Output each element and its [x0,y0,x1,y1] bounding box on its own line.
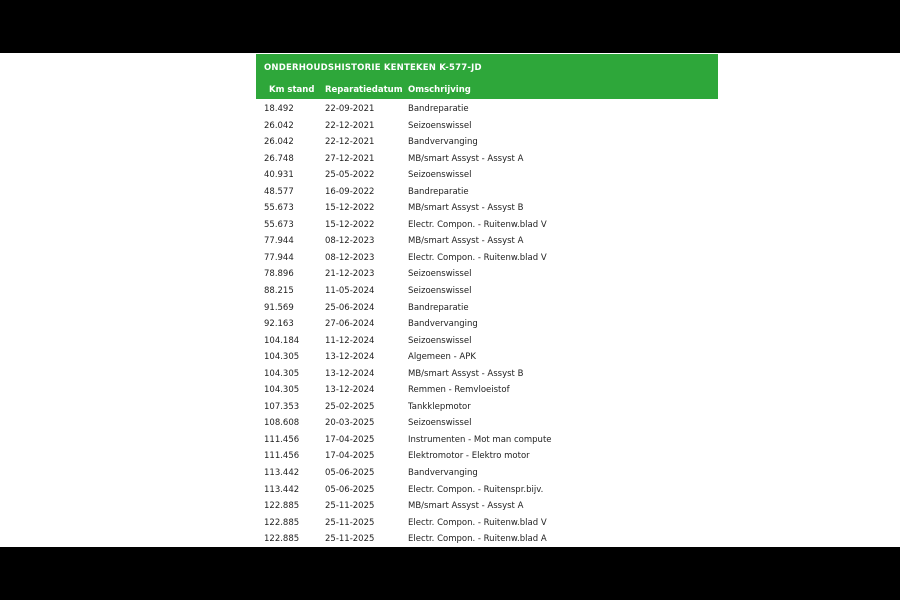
km-cell: 113.442 [264,484,300,495]
km-cell: 78.896 [264,269,294,280]
table-row [256,167,718,184]
table-header [256,54,718,99]
date-cell: 25-05-2022 [325,170,375,181]
table-row [256,266,718,283]
km-cell: 104.305 [264,352,300,363]
description-cell: Tankklepmotor [408,401,471,412]
table-row [256,432,718,449]
table-row [256,366,718,383]
table-row [256,498,718,515]
table-row [256,101,718,118]
date-cell: 25-11-2025 [325,501,375,512]
date-cell: 25-11-2025 [325,517,375,528]
km-cell: 104.305 [264,385,300,396]
date-cell: 17-04-2025 [325,434,375,445]
description-cell: Electr. Compon. - Ruitenspr.bijv. [408,484,544,495]
table-title: ONDERHOUDSHISTORIE KENTEKEN K-577-JD [264,63,482,73]
km-cell: 104.305 [264,368,300,379]
table-row [256,448,718,465]
date-cell: 15-12-2022 [325,219,375,230]
description-cell: Seizoenswissel [408,286,472,297]
km-cell: 113.442 [264,468,300,479]
table-row [256,151,718,168]
date-cell: 13-12-2024 [325,352,375,363]
page-content [0,53,900,547]
description-cell: Bandreparatie [408,186,469,197]
date-cell: 11-05-2024 [325,286,375,297]
km-cell: 122.885 [264,501,300,512]
description-cell: Seizoenswissel [408,170,472,181]
table-row [256,465,718,482]
description-cell: Electr. Compon. - Ruitenw.blad V [408,219,547,230]
description-cell: MB/smart Assyst - Assyst B [408,368,524,379]
date-cell: 21-12-2023 [325,269,375,280]
table-row [256,482,718,499]
km-cell: 48.577 [264,186,294,197]
description-cell: Seizoenswissel [408,335,472,346]
date-cell: 20-03-2025 [325,418,375,429]
date-cell: 27-06-2024 [325,319,375,330]
table-row [256,415,718,432]
description-cell: Bandvervanging [408,319,478,330]
km-cell: 55.673 [264,203,294,214]
date-cell: 22-09-2021 [325,104,375,114]
km-cell: 26.042 [264,120,294,131]
maintenance-history-table [256,54,718,547]
description-cell: MB/smart Assyst - Assyst B [408,203,524,214]
date-cell: 13-12-2024 [325,368,375,379]
table-row [256,250,718,267]
table-row [256,200,718,217]
km-cell: 40.931 [264,170,294,181]
table-row [256,349,718,366]
km-cell: 55.673 [264,219,294,230]
description-cell: Bandvervanging [408,468,478,479]
km-cell: 88.215 [264,286,294,297]
km-cell: 104.184 [264,335,300,346]
km-cell: 26.042 [264,137,294,148]
date-cell: 11-12-2024 [325,335,375,346]
description-cell: MB/smart Assyst - Assyst A [408,501,524,512]
description-cell: Seizoenswissel [408,418,472,429]
km-cell: 111.456 [264,451,300,462]
table-row [256,217,718,234]
description-cell: Algemeen - APK [408,352,476,363]
km-cell: 77.944 [264,236,294,247]
date-cell: 25-02-2025 [325,401,375,412]
table-row [256,399,718,416]
description-cell: Bandreparatie [408,104,469,114]
km-cell: 77.944 [264,252,294,263]
description-cell: MB/smart Assyst - Assyst A [408,153,524,164]
date-cell: 25-11-2025 [325,534,375,545]
description-cell: Seizoenswissel [408,269,472,280]
date-cell: 05-06-2025 [325,468,375,479]
date-cell: 08-12-2023 [325,236,375,247]
description-cell: Seizoenswissel [408,120,472,131]
date-cell: 22-12-2021 [325,120,375,131]
description-cell: Electr. Compon. - Ruitenw.blad A [408,534,547,545]
column-header-km: Km stand [269,85,315,95]
km-cell: 122.885 [264,534,300,545]
km-cell: 91.569 [264,302,294,313]
date-cell: 22-12-2021 [325,137,375,148]
km-cell: 107.353 [264,401,300,412]
table-row [256,531,718,547]
km-cell: 111.456 [264,434,300,445]
date-cell: 27-12-2021 [325,153,375,164]
table-body [256,101,718,547]
date-cell: 05-06-2025 [325,484,375,495]
column-header-description: Omschrijving [408,85,471,95]
description-cell: MB/smart Assyst - Assyst A [408,236,524,247]
km-cell: 108.608 [264,418,300,429]
km-cell: 26.748 [264,153,294,164]
table-row [256,233,718,250]
column-headers [256,83,718,97]
date-cell: 13-12-2024 [325,385,375,396]
table-row [256,316,718,333]
description-cell: Bandreparatie [408,302,469,313]
date-cell: 25-06-2024 [325,302,375,313]
description-cell: Bandvervanging [408,137,478,148]
description-cell: Electr. Compon. - Ruitenw.blad V [408,517,547,528]
table-row [256,134,718,151]
date-cell: 08-12-2023 [325,252,375,263]
description-cell: Instrumenten - Mot man compute [408,434,552,445]
table-row [256,184,718,201]
table-row [256,118,718,135]
column-header-date: Reparatiedatum [325,85,403,95]
km-cell: 92.163 [264,319,294,330]
km-cell: 122.885 [264,517,300,528]
description-cell: Elektromotor - Elektro motor [408,451,530,462]
km-cell: 18.492 [264,104,294,114]
date-cell: 16-09-2022 [325,186,375,197]
description-cell: Electr. Compon. - Ruitenw.blad V [408,252,547,263]
table-row [256,333,718,350]
table-row [256,515,718,532]
date-cell: 17-04-2025 [325,451,375,462]
description-cell: Remmen - Remvloeistof [408,385,510,396]
table-row [256,382,718,399]
table-row [256,300,718,317]
date-cell: 15-12-2022 [325,203,375,214]
table-row [256,283,718,300]
